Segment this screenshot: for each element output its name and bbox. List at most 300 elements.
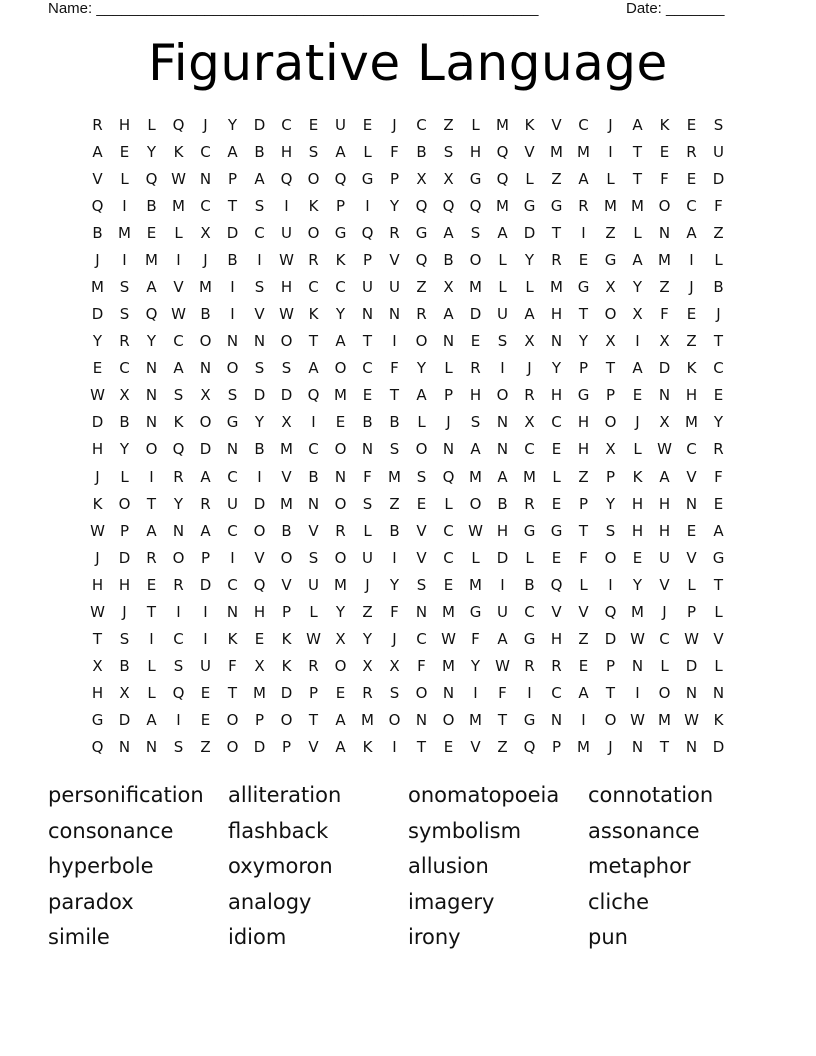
grid-letter: C: [254, 223, 265, 242]
grid-letter: I: [581, 223, 586, 242]
grid-letter: O: [496, 386, 509, 405]
grid-letter: U: [308, 575, 319, 594]
grid-letter: I: [635, 684, 640, 703]
grid-letter: S: [173, 738, 184, 757]
grid-letter: I: [257, 467, 262, 486]
grid-letter: C: [227, 575, 238, 594]
grid-letter: M: [631, 602, 644, 621]
grid-letter: M: [172, 196, 185, 215]
grid-letter: L: [714, 657, 723, 676]
grid-letter: P: [281, 738, 292, 757]
grid-letter: S: [254, 278, 265, 296]
grid-letter: W: [171, 169, 186, 188]
grid-letter: P: [119, 521, 130, 540]
grid-letter: N: [550, 711, 563, 730]
grid-letter: M: [91, 278, 104, 296]
grid-letter: I: [311, 413, 316, 432]
grid-letter: V: [578, 602, 589, 621]
grid-letter: J: [392, 630, 397, 649]
grid-letter: N: [415, 602, 428, 621]
grid-letter: M: [280, 494, 293, 513]
grid-letter: F: [660, 305, 669, 324]
grid-letter: I: [122, 250, 127, 269]
grid-letter: B: [416, 142, 427, 161]
grid-letter: V: [551, 115, 562, 134]
grid-letter: K: [524, 115, 535, 134]
grid-letter: Q: [496, 142, 509, 161]
grid-letter: X: [443, 278, 454, 296]
grid-letter: K: [713, 711, 724, 730]
grid-letter: O: [442, 711, 455, 730]
grid-letter: C: [227, 467, 238, 486]
grid-letter: T: [146, 494, 157, 513]
grid-letter: N: [631, 657, 644, 676]
grid-letter: D: [280, 684, 293, 703]
grid-letter: E: [713, 386, 724, 405]
grid-letter: U: [362, 278, 373, 296]
grid-letter: I: [392, 548, 397, 567]
grid-letter: C: [119, 359, 130, 378]
grid-letter: T: [389, 386, 400, 405]
grid-letter: O: [226, 359, 239, 378]
grid-letter: C: [578, 115, 589, 134]
grid-letter: V: [551, 602, 562, 621]
grid-letter: G: [550, 521, 563, 540]
grid-letter: W: [630, 711, 645, 730]
grid-letter: B: [362, 413, 373, 432]
grid-letter: E: [470, 332, 481, 351]
grid-letter: N: [253, 332, 266, 351]
word-list-item: simile: [48, 925, 110, 949]
word-list-item: alliteration: [228, 783, 342, 807]
grid-letter: H: [91, 575, 104, 594]
grid-letter: R: [92, 115, 103, 134]
grid-letter: S: [308, 142, 319, 161]
grid-letter: M: [442, 602, 455, 621]
grid-letter: C: [173, 332, 184, 351]
grid-letter: U: [713, 142, 724, 161]
grid-letter: T: [632, 169, 643, 188]
grid-letter: Q: [145, 305, 158, 324]
grid-letter: O: [334, 494, 347, 513]
grid-letter: Z: [497, 738, 508, 757]
grid-letter: E: [308, 115, 319, 134]
grid-letter: F: [714, 467, 723, 486]
grid-letter: H: [469, 142, 482, 161]
grid-letter: O: [415, 684, 428, 703]
grid-letter: I: [581, 711, 586, 730]
grid-letter: G: [577, 278, 590, 296]
grid-letter: X: [605, 440, 616, 459]
grid-letter: C: [200, 196, 211, 215]
grid-letter: L: [525, 548, 534, 567]
grid-letter: G: [469, 169, 482, 188]
grid-letter: B: [254, 142, 265, 161]
grid-letter: J: [608, 115, 613, 134]
grid-letter: D: [91, 305, 104, 324]
grid-letter: I: [473, 684, 478, 703]
grid-letter: F: [714, 196, 723, 215]
grid-letter: A: [497, 467, 508, 486]
name-field-label: Name: _____________________________________________________: [48, 0, 539, 17]
grid-letter: I: [689, 250, 694, 269]
grid-letter: V: [416, 548, 427, 567]
grid-letter: I: [176, 250, 181, 269]
grid-letter: X: [92, 657, 103, 676]
grid-letter: E: [119, 142, 130, 161]
grid-letter: K: [173, 413, 184, 432]
grid-letter: E: [200, 711, 211, 730]
grid-letter: R: [308, 657, 319, 676]
grid-letter: C: [335, 278, 346, 296]
grid-letter: O: [226, 738, 239, 757]
grid-letter: O: [469, 250, 482, 269]
grid-letter: N: [361, 305, 374, 324]
grid-letter: R: [551, 657, 562, 676]
grid-letter: P: [335, 196, 346, 215]
grid-letter: G: [712, 548, 725, 567]
grid-letter: S: [416, 575, 427, 594]
grid-letter: M: [658, 250, 671, 269]
grid-letter: W: [468, 521, 483, 540]
grid-letter: T: [605, 684, 616, 703]
grid-letter: A: [497, 630, 508, 649]
grid-letter: Q: [469, 196, 482, 215]
grid-letter: F: [363, 467, 372, 486]
grid-letter: M: [145, 250, 158, 269]
grid-letter: C: [443, 548, 454, 567]
grid-letter: Z: [443, 115, 454, 134]
grid-letter: R: [362, 684, 373, 703]
grid-letter: O: [604, 711, 617, 730]
grid-letter: S: [173, 657, 184, 676]
grid-letter: N: [442, 440, 455, 459]
grid-letter: H: [280, 142, 293, 161]
grid-letter: M: [631, 196, 644, 215]
grid-letter: Y: [146, 332, 157, 351]
grid-letter: O: [334, 548, 347, 567]
word-list-item: cliche: [588, 889, 649, 914]
word-list-item: metaphor: [588, 854, 691, 878]
grid-letter: E: [632, 386, 643, 405]
grid-letter: E: [200, 684, 211, 703]
grid-letter: Q: [442, 196, 455, 215]
grid-letter: X: [119, 684, 130, 703]
grid-letter: T: [362, 332, 373, 351]
grid-letter: W: [684, 711, 699, 730]
grid-letter: D: [658, 359, 671, 378]
grid-letter: P: [686, 602, 697, 621]
grid-letter: T: [227, 684, 238, 703]
grid-letter: Y: [335, 305, 346, 324]
grid-letter: B: [443, 250, 454, 269]
grid-letter: I: [230, 548, 235, 567]
grid-letter: F: [390, 142, 399, 161]
grid-letter: G: [550, 196, 563, 215]
grid-letter: W: [279, 250, 294, 269]
grid-letter: E: [416, 494, 427, 513]
grid-letter: W: [90, 521, 105, 540]
grid-letter: O: [307, 169, 320, 188]
grid-letter: P: [308, 684, 319, 703]
grid-letter: T: [308, 711, 319, 730]
grid-letter: O: [334, 657, 347, 676]
grid-letter: X: [335, 630, 346, 649]
grid-letter: R: [470, 359, 481, 378]
grid-letter: I: [203, 630, 208, 649]
grid-letter: S: [416, 467, 427, 486]
grid-letter: R: [416, 305, 427, 324]
grid-letter: E: [551, 548, 562, 567]
grid-letter: L: [633, 440, 642, 459]
grid-letter: D: [685, 657, 698, 676]
grid-letter: A: [335, 738, 346, 757]
grid-letter: F: [498, 684, 507, 703]
grid-letter: S: [713, 115, 724, 134]
grid-letter: G: [361, 169, 374, 188]
grid-letter: L: [444, 359, 453, 378]
grid-letter: O: [334, 359, 347, 378]
grid-letter: C: [443, 521, 454, 540]
grid-letter: K: [308, 305, 319, 324]
grid-letter: P: [605, 386, 616, 405]
grid-letter: N: [307, 494, 320, 513]
header-row: [48, 0, 748, 20]
grid-letter: B: [200, 305, 211, 324]
grid-letter: Z: [713, 223, 724, 242]
grid-letter: K: [632, 467, 643, 486]
grid-letter: A: [227, 142, 238, 161]
grid-letter: Y: [632, 278, 643, 296]
grid-letter: B: [389, 521, 400, 540]
grid-letter: E: [254, 630, 265, 649]
word-list-item: analogy: [228, 889, 312, 914]
grid-letter: V: [524, 142, 535, 161]
grid-letter: J: [446, 413, 451, 432]
grid-letter: Q: [361, 223, 374, 242]
grid-letter: A: [335, 332, 346, 351]
grid-letter: E: [686, 169, 697, 188]
word-list-item: connotation: [588, 783, 714, 807]
grid-letter: R: [200, 494, 211, 513]
grid-letter: R: [551, 250, 562, 269]
grid-letter: H: [550, 386, 563, 405]
grid-letter: D: [226, 223, 239, 242]
grid-letter: Q: [172, 684, 185, 703]
grid-letter: O: [253, 521, 266, 540]
grid-letter: G: [523, 711, 536, 730]
grid-letter: P: [443, 386, 454, 405]
grid-letter: W: [90, 386, 105, 405]
grid-letter: Z: [200, 738, 211, 757]
grid-letter: T: [578, 305, 589, 324]
grid-letter: V: [281, 467, 292, 486]
grid-letter: C: [551, 413, 562, 432]
grid-letter: X: [254, 657, 265, 676]
grid-letter: S: [389, 684, 400, 703]
word-list-item: pun: [588, 925, 628, 949]
grid-letter: Y: [227, 115, 238, 134]
grid-letter: T: [713, 332, 724, 351]
grid-letter: P: [362, 250, 373, 269]
grid-letter: R: [119, 332, 130, 351]
grid-letter: G: [523, 630, 536, 649]
grid-letter: A: [497, 223, 508, 242]
grid-letter: S: [281, 359, 292, 378]
word-list-item: paradox: [48, 889, 134, 914]
grid-letter: X: [281, 413, 292, 432]
grid-letter: A: [335, 711, 346, 730]
word-list-item: hyperbole: [48, 854, 154, 878]
grid-letter: B: [146, 196, 157, 215]
word-list: [48, 780, 768, 958]
grid-letter: N: [145, 738, 158, 757]
grid-letter: I: [392, 332, 397, 351]
grid-letter: G: [523, 521, 536, 540]
grid-letter: Q: [280, 169, 293, 188]
grid-letter: U: [497, 602, 508, 621]
grid-letter: L: [444, 494, 453, 513]
word-list-item: flashback: [228, 818, 329, 843]
grid-letter: L: [525, 169, 534, 188]
grid-letter: M: [577, 738, 590, 757]
grid-letter: T: [713, 575, 724, 594]
grid-letter: Y: [92, 332, 103, 351]
grid-letter: B: [227, 250, 238, 269]
grid-letter: L: [147, 684, 156, 703]
grid-letter: R: [524, 657, 535, 676]
grid-letter: M: [334, 386, 347, 405]
grid-letter: H: [631, 521, 644, 540]
grid-letter: Y: [389, 196, 400, 215]
grid-letter: H: [658, 494, 671, 513]
grid-letter: F: [390, 602, 399, 621]
grid-letter: N: [145, 359, 158, 378]
grid-letter: J: [635, 413, 640, 432]
grid-letter: L: [174, 223, 183, 242]
grid-letter: T: [659, 738, 670, 757]
grid-letter: R: [146, 548, 157, 567]
grid-letter: X: [605, 332, 616, 351]
grid-letter: M: [523, 467, 536, 486]
grid-letter: X: [443, 169, 454, 188]
grid-letter: E: [686, 305, 697, 324]
grid-letter: L: [120, 467, 129, 486]
grid-letter: L: [363, 142, 372, 161]
grid-letter: B: [119, 657, 130, 676]
grid-letter: M: [442, 657, 455, 676]
grid-letter: S: [227, 386, 238, 405]
grid-letter: L: [498, 250, 507, 269]
grid-letter: O: [226, 711, 239, 730]
grid-letter: M: [496, 115, 509, 134]
grid-letter: N: [658, 386, 671, 405]
word-list-item: onomatopoeia: [408, 783, 560, 807]
grid-letter: X: [362, 657, 373, 676]
grid-letter: D: [712, 738, 725, 757]
grid-letter: X: [659, 413, 670, 432]
grid-letter: H: [253, 602, 266, 621]
grid-letter: V: [173, 278, 184, 296]
grid-letter: Q: [172, 440, 185, 459]
word-list-item: assonance: [588, 818, 700, 843]
grid-letter: Y: [335, 602, 346, 621]
grid-letter: N: [442, 684, 455, 703]
grid-letter: R: [578, 196, 589, 215]
grid-letter: L: [417, 413, 426, 432]
grid-letter: R: [524, 494, 535, 513]
grid-letter: J: [203, 250, 208, 269]
grid-letter: N: [226, 602, 239, 621]
grid-letter: H: [280, 278, 293, 296]
grid-letter: I: [284, 196, 289, 215]
grid-letter: V: [470, 738, 481, 757]
grid-letter: X: [119, 386, 130, 405]
grid-letter: D: [712, 169, 725, 188]
grid-letter: R: [173, 575, 184, 594]
grid-letter: O: [415, 332, 428, 351]
grid-letter: Z: [578, 630, 589, 649]
grid-letter: Q: [523, 738, 536, 757]
grid-letter: D: [604, 630, 617, 649]
grid-letter: L: [363, 521, 372, 540]
grid-letter: N: [496, 440, 509, 459]
grid-letter: O: [280, 332, 293, 351]
grid-letter: A: [146, 278, 157, 296]
grid-letter: A: [308, 359, 319, 378]
grid-letter: K: [281, 657, 292, 676]
grid-letter: I: [203, 602, 208, 621]
grid-letter: A: [173, 359, 184, 378]
word-list-item: consonance: [48, 818, 174, 843]
grid-letter: W: [279, 305, 294, 324]
grid-letter: N: [631, 738, 644, 757]
grid-letter: N: [685, 684, 698, 703]
grid-letter: B: [497, 494, 508, 513]
grid-letter: Q: [172, 115, 185, 134]
grid-letter: V: [308, 521, 319, 540]
grid-letter: S: [497, 332, 508, 351]
grid-letter: O: [415, 440, 428, 459]
grid-letter: B: [281, 521, 292, 540]
grid-letter: I: [149, 467, 154, 486]
grid-letter: Y: [389, 575, 400, 594]
grid-letter: C: [713, 359, 724, 378]
grid-letter: W: [171, 305, 186, 324]
word-list-item: symbolism: [408, 818, 522, 843]
date-field-label: Date: _______: [626, 0, 725, 17]
grid-letter: S: [443, 142, 454, 161]
grid-letter: I: [527, 684, 532, 703]
grid-letter: E: [578, 657, 589, 676]
grid-letter: Y: [119, 440, 130, 459]
word-list-item: idiom: [228, 925, 287, 949]
grid-letter: C: [281, 115, 292, 134]
grid-letter: A: [632, 115, 643, 134]
grid-letter: N: [145, 386, 158, 405]
grid-letter: H: [685, 386, 698, 405]
grid-letter: D: [118, 711, 131, 730]
grid-letter: M: [118, 223, 131, 242]
grid-letter: M: [658, 711, 671, 730]
grid-letter: G: [469, 602, 482, 621]
grid-letter: D: [199, 575, 212, 594]
grid-letter: P: [227, 169, 238, 188]
grid-letter: Q: [496, 169, 509, 188]
grid-letter: M: [469, 467, 482, 486]
grid-letter: V: [281, 575, 292, 594]
grid-letter: Z: [362, 602, 373, 621]
